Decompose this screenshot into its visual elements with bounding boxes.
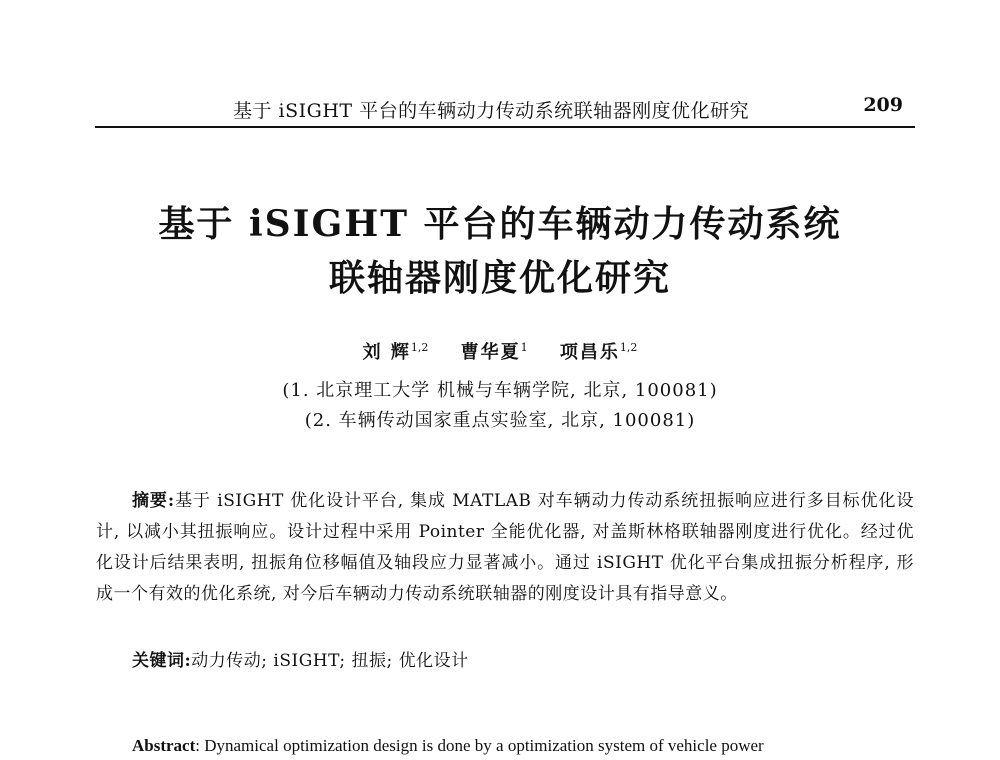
author-1	[363, 342, 429, 363]
paper-title-line-1: 基于 iSIGHT 平台的车辆动力传动系统	[158, 203, 842, 245]
author-name: 曹华夏	[460, 342, 521, 363]
keywords-text: 动力传动; iSIGHT; 扭振; 优化设计	[191, 651, 469, 671]
author-3	[560, 342, 638, 363]
page-number: 209	[863, 94, 903, 116]
author-name: 刘 辉	[362, 342, 411, 363]
abstract-text: 基于 iSIGHT 优化设计平台, 集成 MATLAB 对车辆动力传动系统扭振响应进行多目标优化设计, 以减小其扭振响应。设计过程中采用 Pointer 全能优化器, 对盖斯林格联轴器刚度进行优化。经过优化设计后结果表明, 扭振角位移幅值及轴段应力显著减小。通过 iSIGHT 优化平台集成扭振分析程序, 形成一个有效的优化系统, 对今后车辆动力传动系统联轴器的刚度设计具有指导意义。	[96, 491, 914, 604]
abstract-en-label: Abstract	[132, 736, 196, 755]
abstract-english	[132, 736, 922, 756]
affiliation-2: (2. 车辆传动国家重点实验室, 北京, 100081)	[304, 410, 696, 431]
affiliation-1: (1. 北京理工大学 机械与车辆学院, 北京, 100081)	[282, 380, 718, 401]
abstract-label: 摘要:	[132, 491, 175, 511]
keywords	[132, 646, 469, 671]
abstract-chinese	[96, 486, 914, 610]
author-2	[461, 342, 528, 363]
author-name: 项昌乐	[559, 342, 620, 363]
running-header	[95, 92, 915, 128]
keywords-label: 关键词:	[132, 651, 192, 671]
paper-title-line-2: 联轴器刚度优化研究	[328, 257, 671, 299]
author-affiliation-mark: 1,2	[410, 341, 429, 354]
author-affiliation-mark: 1	[520, 341, 528, 354]
author-list	[0, 338, 1000, 364]
running-title: 基于 iSIGHT 平台的车辆动力传动系统联轴器刚度优化研究	[233, 100, 750, 122]
abstract-en-text: : Dynamical optimization design is done by a optimization system of vehicle power	[195, 736, 764, 755]
author-affiliation-mark: 1,2	[619, 341, 638, 354]
